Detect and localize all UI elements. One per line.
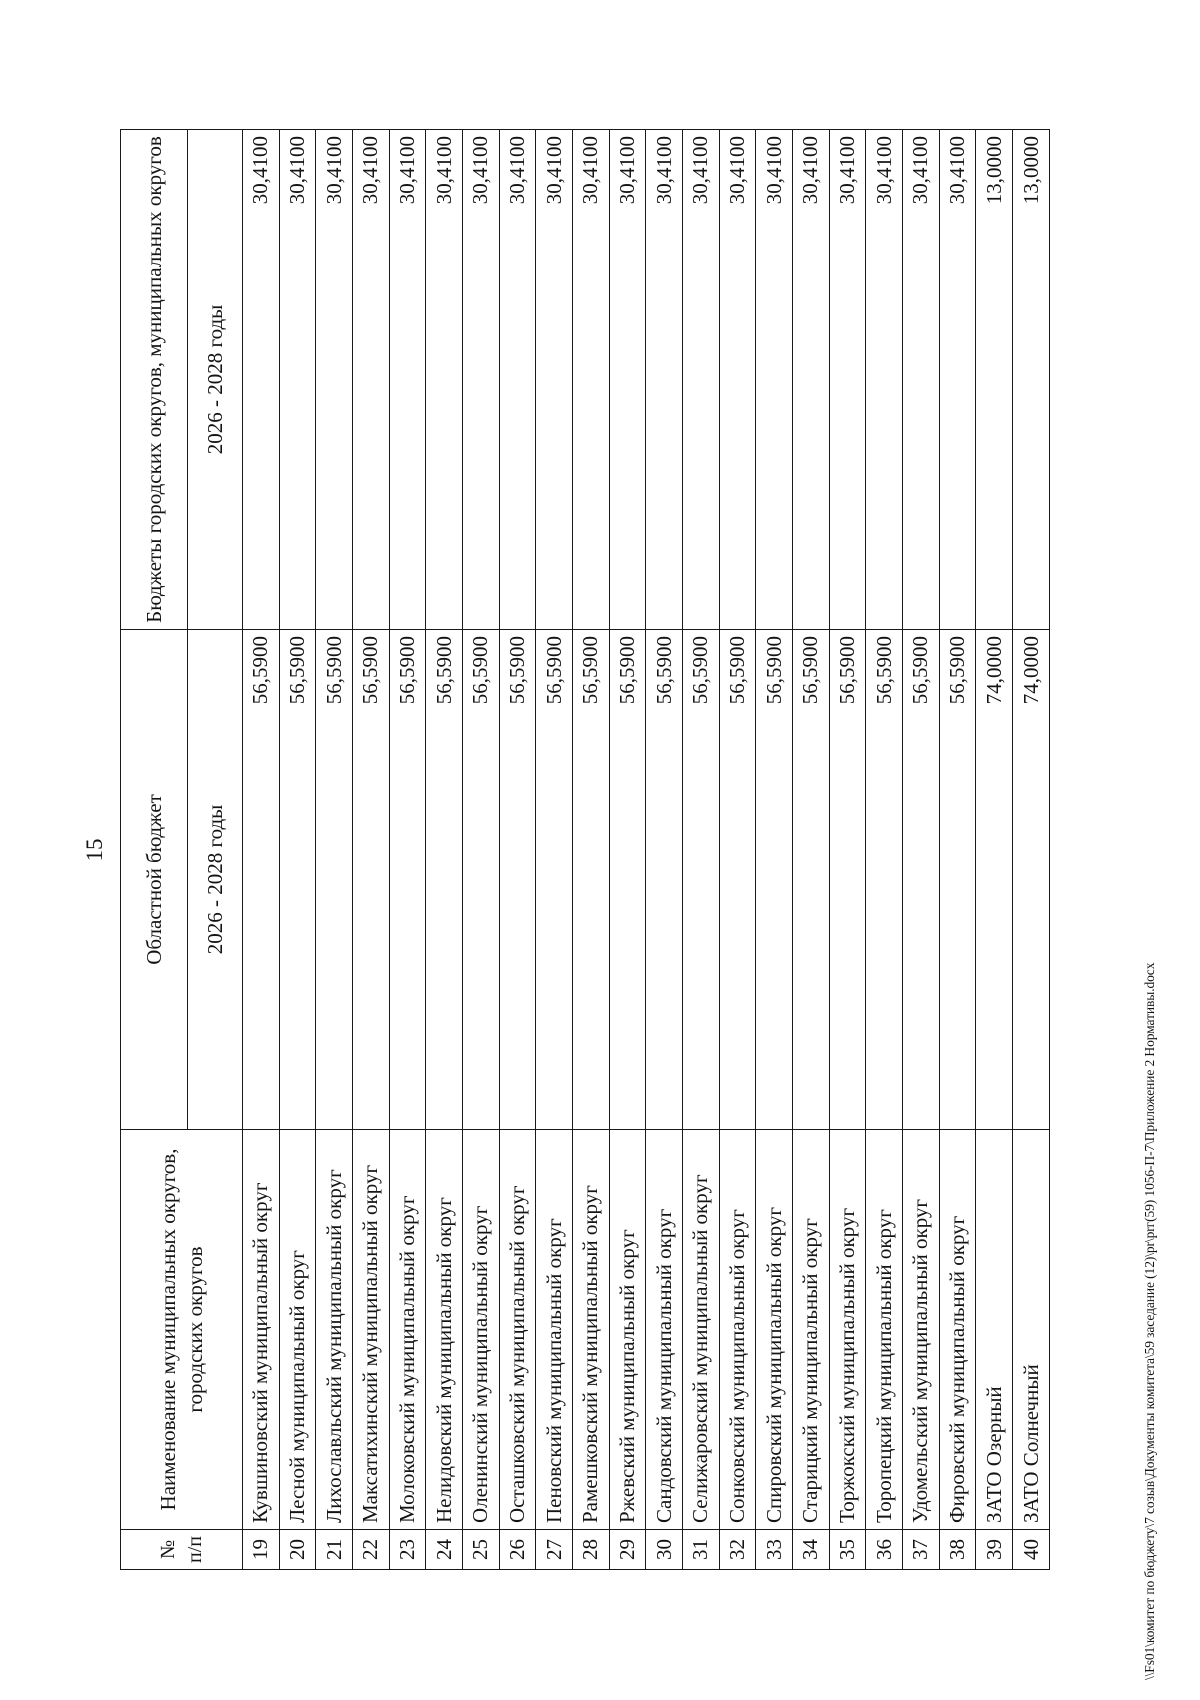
table-row [939,130,976,1570]
municipal-budget-cell: 30,4100 [646,130,683,630]
regional-budget-cell: 56,5900 [389,630,426,1130]
municipal-budget-cell: 30,4100 [463,130,500,630]
table-row [829,130,866,1570]
row-number-cell: 40 [1013,1530,1050,1570]
municipal-budget-cell: 30,4100 [793,130,830,630]
municipal-budget-cell: 30,4100 [719,130,756,630]
regional-budget-cell: 56,5900 [829,630,866,1130]
district-name-cell: Спировский муниципальный округ [756,1130,793,1530]
district-name-cell: Фировский муниципальный округ [939,1130,976,1530]
municipal-budget-cell: 30,4100 [353,130,390,630]
municipal-budget-cell: 30,4100 [426,130,463,630]
table-row [426,130,463,1570]
regional-budget-cell: 56,5900 [646,630,683,1130]
municipal-budget-cell: 13,0000 [1013,130,1050,630]
row-number-cell: 36 [866,1530,903,1570]
district-name-cell: Ржевский муниципальный округ [609,1130,646,1530]
regional-budget-cell: 56,5900 [316,630,353,1130]
municipal-budget-cell: 30,4100 [939,130,976,630]
municipal-budget-cell: 30,4100 [683,130,720,630]
municipal-budget-cell: 30,4100 [829,130,866,630]
district-name-cell: ЗАТО Солнечный [1013,1130,1050,1530]
row-number-cell: 30 [646,1530,683,1570]
municipal-budget-cell: 30,4100 [573,130,610,630]
district-name-cell: Нелидовский муниципальный округ [426,1130,463,1530]
district-name-cell: Лихославльский муниципальный округ [316,1130,353,1530]
municipal-budget-cell: 30,4100 [609,130,646,630]
header-period-regional: 2026 - 2028 годы [188,630,243,1130]
row-number-cell: 21 [316,1530,353,1570]
table-row [793,130,830,1570]
table-row [976,130,1013,1570]
district-name-cell: Максатихинский муниципальный округ [353,1130,390,1530]
regional-budget-cell: 56,5900 [243,630,280,1130]
regional-budget-cell: 56,5900 [866,630,903,1130]
row-number-cell: 19 [243,1530,280,1570]
table-row [463,130,500,1570]
regional-budget-cell: 74,0000 [976,630,1013,1130]
table-row [389,130,426,1570]
district-name-cell: Кувшиновский муниципальный округ [243,1130,280,1530]
regional-budget-cell: 56,5900 [353,630,390,1130]
regional-budget-cell: 56,5900 [609,630,646,1130]
table-row [1013,130,1050,1570]
district-name-cell: Оленинский муниципальный округ [463,1130,500,1530]
table-row [866,130,903,1570]
table-row [536,130,573,1570]
row-number-cell: 24 [426,1530,463,1570]
district-name-cell: Селижаровский муниципальный округ [683,1130,720,1530]
table-row [609,130,646,1570]
table-row [683,130,720,1570]
table-row [646,130,683,1570]
row-number-cell: 35 [829,1530,866,1570]
district-name-cell: Лесной муниципальный округ [279,1130,316,1530]
row-number-cell: 20 [279,1530,316,1570]
regional-budget-cell: 56,5900 [793,630,830,1130]
row-number-cell: 22 [353,1530,390,1570]
table-row [279,130,316,1570]
regional-budget-cell: 56,5900 [939,630,976,1130]
row-number-cell: 26 [499,1530,536,1570]
regional-budget-cell: 56,5900 [279,630,316,1130]
header-period-municipal: 2026 - 2028 годы [188,130,243,630]
municipal-budget-cell: 30,4100 [243,130,280,630]
table-row [573,130,610,1570]
municipal-budget-cell: 30,4100 [389,130,426,630]
municipal-budget-cell: 30,4100 [756,130,793,630]
district-name-cell: Рамешковский муниципальный округ [573,1130,610,1530]
page-number: 15 [82,838,107,862]
header-municipal-budget: Бюджеты городских округов, муниципальных округов [121,130,188,630]
header-regional-budget: Областной бюджет [121,630,188,1130]
row-number-cell: 39 [976,1530,1013,1570]
regional-budget-cell: 56,5900 [903,630,940,1130]
district-name-cell: Пеновский муниципальный округ [536,1130,573,1530]
district-name-cell: Торопецкий муниципальный округ [866,1130,903,1530]
municipal-budget-cell: 13,0000 [976,130,1013,630]
header-name: Наименование муниципальных округов, городских округов [121,1130,243,1530]
row-number-cell: 27 [536,1530,573,1570]
district-name-cell: Удомельский муниципальный округ [903,1130,940,1530]
municipal-budget-cell: 30,4100 [316,130,353,630]
regional-budget-cell: 56,5900 [426,630,463,1130]
regional-budget-cell: 56,5900 [756,630,793,1130]
table-row [353,130,390,1570]
row-number-cell: 29 [609,1530,646,1570]
table-row [499,130,536,1570]
table-header-row [121,130,188,1570]
table-row [756,130,793,1570]
row-number-cell: 33 [756,1530,793,1570]
row-number-cell: 23 [389,1530,426,1570]
municipal-budget-cell: 30,4100 [279,130,316,630]
row-number-cell: 25 [463,1530,500,1570]
row-number-cell: 31 [683,1530,720,1570]
table-row [903,130,940,1570]
district-name-cell: Старицкий муниципальный округ [793,1130,830,1530]
row-number-cell: 37 [903,1530,940,1570]
regional-budget-cell: 56,5900 [499,630,536,1130]
regional-budget-cell: 56,5900 [573,630,610,1130]
district-name-cell: Сонковский муниципальный округ [719,1130,756,1530]
municipal-budget-cell: 30,4100 [536,130,573,630]
table-row [243,130,280,1570]
district-name-cell: Торжокский муниципальный округ [829,1130,866,1530]
municipal-budget-cell: 30,4100 [866,130,903,630]
file-path-footer: \\Fs01\комитет по бюджету\7 созыв\Документы комитета\59 заседание (12)\pr\prг(59) 1056-П-7\Приложение 2 Нормативы.docx [1142,962,1157,1680]
table-body [243,130,1050,1570]
row-number-cell: 32 [719,1530,756,1570]
regional-budget-cell: 56,5900 [463,630,500,1130]
regional-budget-cell: 56,5900 [536,630,573,1130]
district-name-cell: Осташковский муниципальный округ [499,1130,536,1530]
municipal-budget-cell: 30,4100 [903,130,940,630]
district-name-cell: Сандовский муниципальный округ [646,1130,683,1530]
municipal-budget-cell: 30,4100 [499,130,536,630]
row-number-cell: 28 [573,1530,610,1570]
row-number-cell: 34 [793,1530,830,1570]
table-row [719,130,756,1570]
row-number-cell: 38 [939,1530,976,1570]
regional-budget-cell: 56,5900 [683,630,720,1130]
district-name-cell: ЗАТО Озерный [976,1130,1013,1530]
regional-budget-cell: 56,5900 [719,630,756,1130]
district-name-cell: Молоковский муниципальный округ [389,1130,426,1530]
norms-table [120,129,1050,1570]
regional-budget-cell: 74,0000 [1013,630,1050,1130]
header-number: № п/п [121,1530,243,1570]
table-row [316,130,353,1570]
